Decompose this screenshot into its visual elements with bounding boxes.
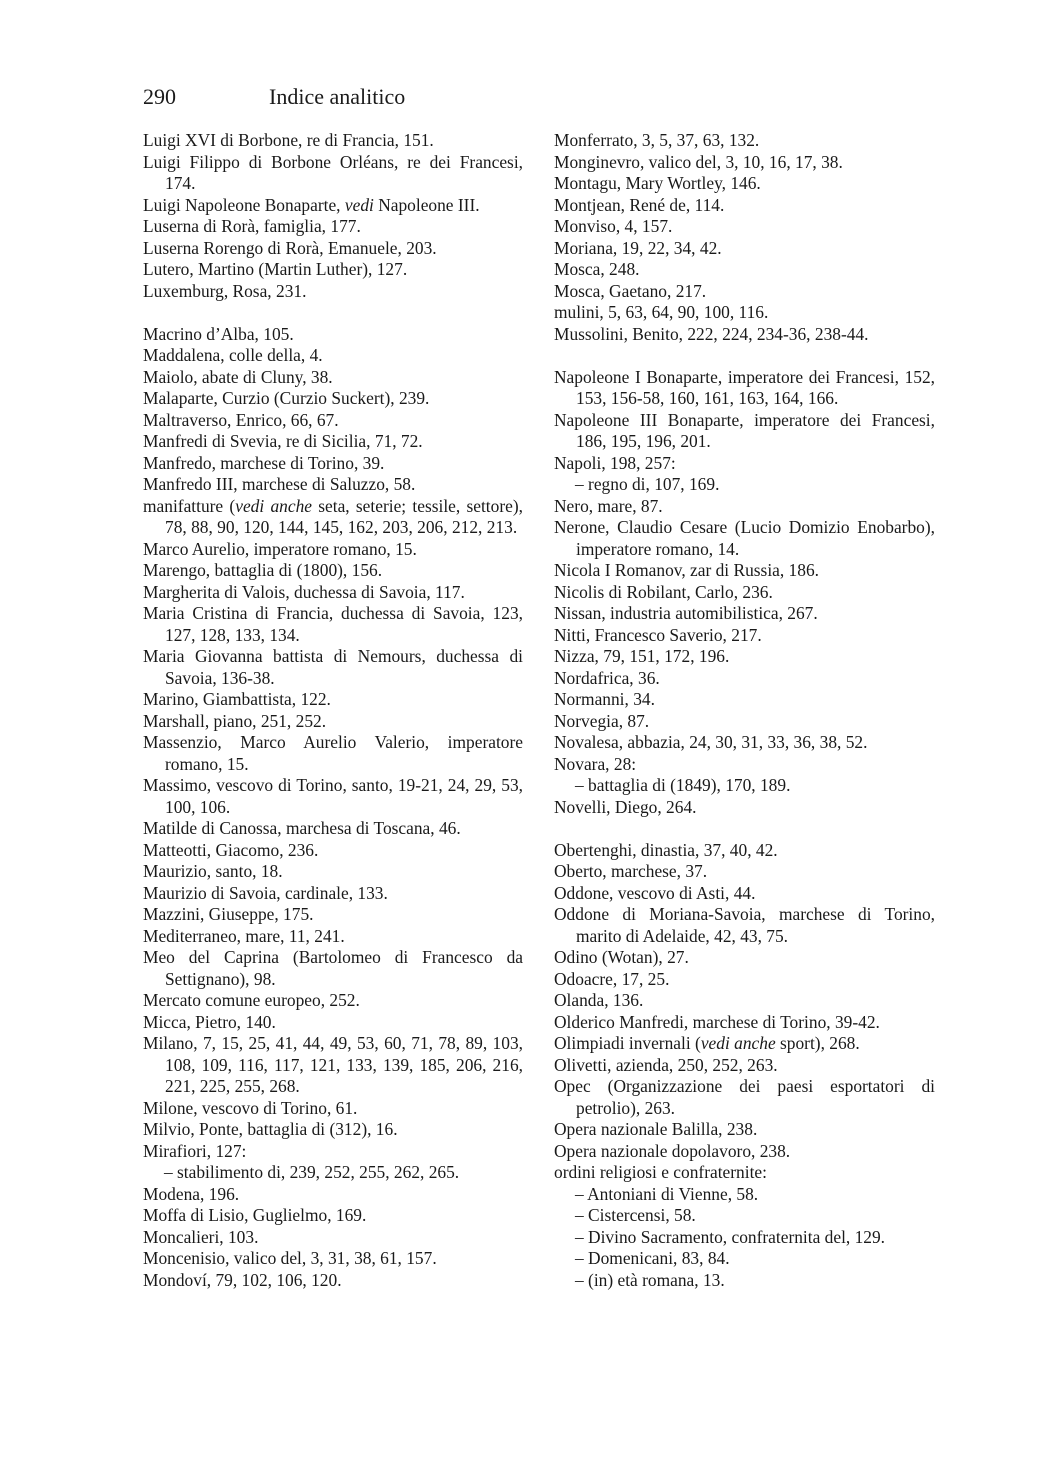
index-entry: Oddone, vescovo di Asti, 44.: [554, 882, 756, 903]
index-entry: Monginevro, valico del, 3, 10, 16, 17, 38.: [554, 151, 843, 172]
entry-text: Olimpiadi invernali (: [554, 1033, 701, 1053]
entry-text: Luigi Napoleone Bonaparte,: [143, 194, 345, 215]
index-entry: Nizza, 79, 151, 172, 196.: [554, 646, 730, 666]
index-entry: Mercato comune europeo, 252.: [143, 990, 360, 1010]
index-entry: Mazzini, Giuseppe, 175.: [143, 904, 314, 924]
index-subentry: – battaglia di (1849), 170, 189.: [575, 775, 791, 795]
index-entry: Modena, 196.: [143, 1183, 240, 1204]
index-entry: Marshall, piano, 251, 252.: [143, 710, 327, 731]
index-entry: Maddalena, colle della, 4.: [143, 345, 323, 365]
index-letter-group: [554, 840, 935, 1292]
index-entry: Milano, 7, 15, 25, 41, 44, 49, 53, 60, 71, 78, 89, 103, 108, 109, 116, 117, 121, 133, 139, 185, 206, 216, 221, 225, 255, 268.: [143, 1033, 523, 1096]
index-entry: Matteotti, Giacomo, 236.: [143, 839, 319, 860]
cross-reference: vedi anche: [235, 495, 312, 516]
index-entry: Maiolo, abate di Cluny, 38.: [143, 366, 333, 387]
cross-reference: vedi anche: [700, 1033, 776, 1053]
index-entry: Malaparte, Curzio (Curzio Suckert), 239.: [143, 388, 430, 408]
index-entry: Maurizio, santo, 18.: [143, 861, 283, 881]
index-entry: Luxemburg, Rosa, 231.: [143, 280, 307, 301]
entry-text: sport), 268.: [775, 1033, 860, 1053]
index-entry: Montjean, René de, 114.: [554, 194, 725, 215]
entry-text: Napoleone III.: [373, 194, 480, 215]
index-entry: Normanni, 34.: [554, 689, 655, 709]
page-header: [143, 82, 936, 112]
index-entry: Meo del Caprina (Bartolomeo di Francesco da Settignano), 98.: [143, 947, 523, 989]
index-entry: Nero, mare, 87.: [554, 495, 663, 516]
index-entry: Nicolis di Robilant, Carlo, 236.: [554, 581, 773, 602]
index-subentry: – regno di, 107, 169.: [575, 474, 720, 494]
index-entry: Nerone, Claudio Cesare (Lucio Domizio Enobarbo), imperatore romano, 14.: [554, 517, 935, 559]
index-entry: Micca, Pietro, 140.: [143, 1011, 276, 1032]
index-entry: Massenzio, Marco Aurelio Valerio, imperatore romano, 15.: [143, 732, 523, 774]
index-entry: Nissan, industria automibilistica, 267.: [554, 603, 818, 623]
index-entry: [143, 195, 523, 217]
index-entry: Moncenisio, valico del, 3, 31, 38, 61, 157.: [143, 1248, 437, 1268]
index-entry: Novalesa, abbazia, 24, 30, 31, 33, 36, 38, 52.: [554, 732, 868, 752]
index-entry: Moriana, 19, 22, 34, 42.: [554, 237, 722, 258]
index-entry: Matilde di Canossa, marchesa di Toscana, 46.: [143, 818, 461, 838]
index-entry: Marco Aurelio, imperatore romano, 15.: [143, 538, 417, 559]
index-letter-group: [143, 130, 523, 302]
index-entry: mulini, 5, 63, 64, 90, 100, 116.: [554, 302, 769, 322]
index-entry: Monviso, 4, 157.: [554, 216, 673, 236]
index-entry: Opera nazionale dopolavoro, 238.: [554, 1140, 791, 1161]
index-letter-group: [143, 324, 523, 1292]
index-entry: Milone, vescovo di Torino, 61.: [143, 1097, 358, 1118]
index-subentry: – Cistercensi, 58.: [575, 1205, 696, 1225]
index-entry: Marengo, battaglia di (1800), 156.: [143, 560, 383, 580]
index-entry: Nitti, Francesco Saverio, 217.: [554, 624, 762, 645]
index-entry: Luigi XVI di Borbone, re di Francia, 151.: [143, 130, 434, 150]
index-entry: Margherita di Valois, duchessa di Savoia, 117.: [143, 581, 465, 602]
index-entry: Luserna Rorengo di Rorà, Emanuele, 203.: [143, 237, 437, 258]
index-entry: Nicola I Romanov, zar di Russia, 186.: [554, 560, 819, 580]
index-entry: Milvio, Ponte, battaglia di (312), 16.: [143, 1119, 398, 1139]
index-entry: Monferrato, 3, 5, 37, 63, 132.: [554, 130, 760, 150]
index-entry: Napoleone III Bonaparte, imperatore dei Francesi, 186, 195, 196, 201.: [554, 409, 935, 451]
index-subentry: – (in) età romana, 13.: [575, 1269, 725, 1290]
index-letter-group: [554, 130, 935, 345]
entry-text: seta, seterie; tessile, settore), 78, 88, 90, 120, 144, 145, 162, 203, 206, 212, 213.: [165, 495, 523, 537]
index-subentry: – Divino Sacramento, confraternita del, 129.: [575, 1226, 886, 1247]
entry-text: manifatture (: [143, 495, 236, 516]
index-entry: Mosca, 248.: [554, 259, 640, 279]
index-entry: Maltraverso, Enrico, 66, 67.: [143, 409, 339, 430]
index-entry: Norvegia, 87.: [554, 710, 650, 731]
index-entry: Odino (Wotan), 27.: [554, 947, 689, 967]
index-entry: Napoleone I Bonaparte, imperatore dei Francesi, 152, 153, 156-58, 160, 161, 163, 164, 166.: [554, 366, 935, 408]
index-entry: Nordafrica, 36.: [554, 667, 660, 688]
index-entry: Novelli, Diego, 264.: [554, 796, 697, 817]
index-entry: Oberto, marchese, 37.: [554, 861, 708, 881]
index-subentry: – Domenicani, 83, 84.: [575, 1248, 730, 1268]
index-entry: Marino, Giambattista, 122.: [143, 689, 331, 709]
index-entry: Novara, 28:: [554, 753, 637, 774]
index-entry: Olanda, 136.: [554, 990, 644, 1010]
index-entry: Montagu, Mary Wortley, 146.: [554, 173, 761, 193]
index-entry: [143, 496, 523, 539]
index-entry: Manfredo, marchese di Torino, 39.: [143, 452, 385, 473]
index-entry: Opec (Organizzazione dei paesi esportatori di petrolio), 263.: [554, 1076, 935, 1118]
index-entry: Oddone di Moriana-Savoia, marchese di Torino, marito di Adelaide, 42, 43, 75.: [554, 904, 935, 946]
index-entry: Moncalieri, 103.: [143, 1226, 259, 1247]
page-number: 290: [143, 84, 176, 109]
index-entry: Manfredi di Svevia, re di Sicilia, 71, 72.: [143, 431, 423, 451]
index-subentry: – stabilimento di, 239, 252, 255, 262, 265.: [164, 1162, 460, 1182]
index-entry: Napoli, 198, 257:: [554, 452, 676, 473]
index-column-right: [554, 130, 935, 1291]
index-entry: Maria Cristina di Francia, duchessa di Savoia, 123, 127, 128, 133, 134.: [143, 603, 523, 645]
index-entry: Olderico Manfredi, marchese di Torino, 39-42.: [554, 1011, 880, 1032]
index-entry: Lutero, Martino (Martin Luther), 127.: [143, 259, 408, 279]
cross-reference: vedi: [344, 194, 374, 215]
index-entry: Moffa di Lisio, Guglielmo, 169.: [143, 1205, 367, 1225]
index-entry: Obertenghi, dinastia, 37, 40, 42.: [554, 839, 778, 860]
index-subentry: – Antoniani di Vienne, 58.: [575, 1183, 759, 1204]
index-entry: Mirafiori, 127:: [143, 1140, 247, 1161]
index-entry: Mosca, Gaetano, 217.: [554, 280, 707, 301]
index-entry: Maria Giovanna battista di Nemours, duchessa di Savoia, 136-38.: [143, 646, 523, 688]
index-entry: Macrino d’Alba, 105.: [143, 323, 294, 344]
index-entry: Manfredo III, marchese di Saluzzo, 58.: [143, 474, 416, 494]
index-entry: Mussolini, Benito, 222, 224, 234-36, 238-44.: [554, 323, 869, 344]
index-entry: Luigi Filippo di Borbone Orléans, re dei Francesi, 174.: [143, 151, 523, 193]
index-entry: ordini religiosi e confraternite:: [554, 1162, 767, 1182]
index-entry: Opera nazionale Balilla, 238.: [554, 1119, 758, 1139]
page-title: Indice analitico: [269, 84, 406, 109]
index-entry: Massimo, vescovo di Torino, santo, 19-21, 24, 29, 53, 100, 106.: [143, 775, 523, 817]
index-entry: Mondoví, 79, 102, 106, 120.: [143, 1269, 342, 1290]
index-entry: Mediterraneo, mare, 11, 241.: [143, 925, 345, 946]
index-letter-group: [554, 367, 935, 819]
index-column-left: [143, 130, 523, 1291]
index-entry: Olivetti, azienda, 250, 252, 263.: [554, 1054, 778, 1075]
index-entry: [554, 1033, 935, 1055]
index-entry: Odoacre, 17, 25.: [554, 968, 670, 989]
index-entry: Maurizio di Savoia, cardinale, 133.: [143, 882, 388, 903]
index-entry: Luserna di Rorà, famiglia, 177.: [143, 216, 361, 236]
